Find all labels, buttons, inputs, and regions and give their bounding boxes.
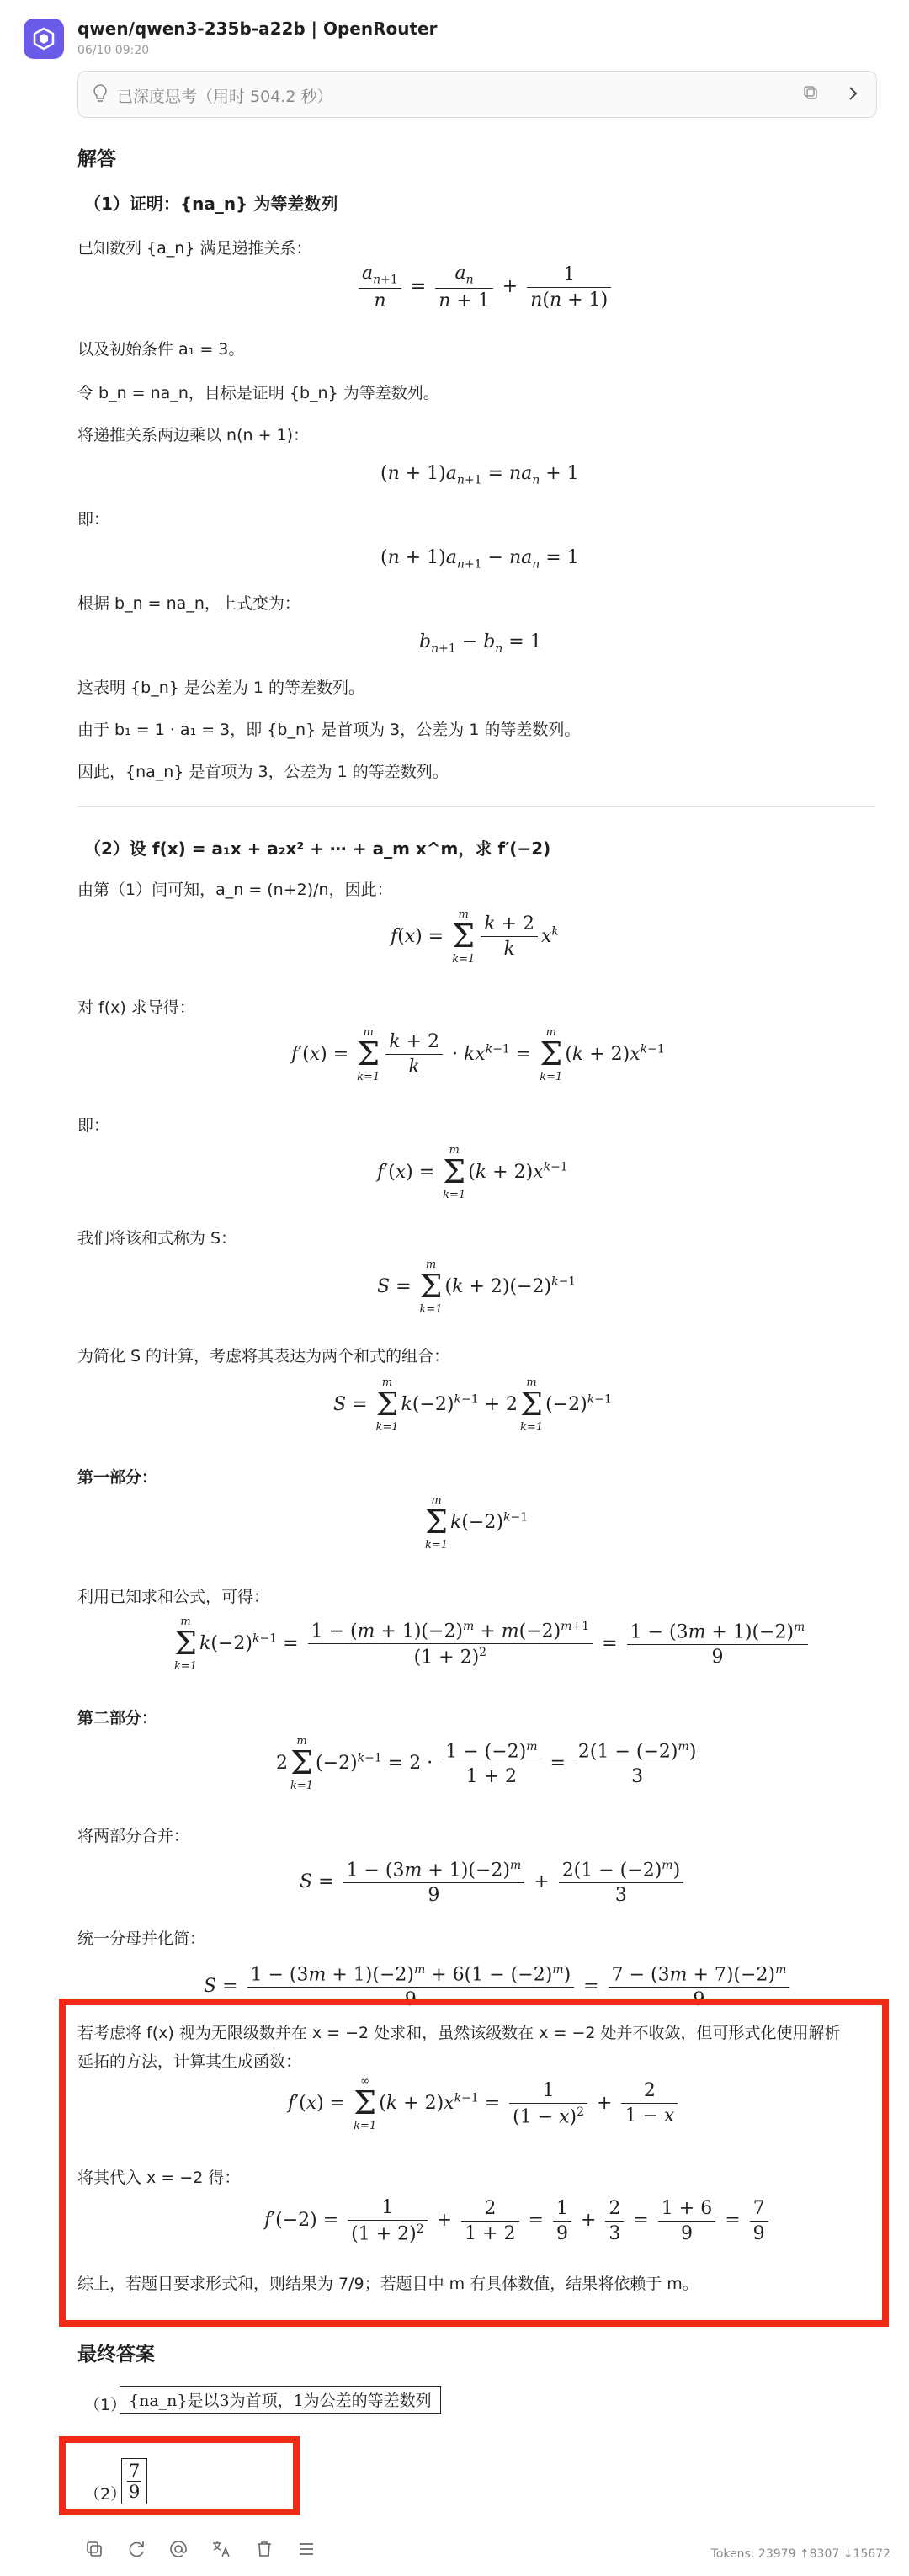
formula-combined: S = $\frac{1 - (3m + 1)(-2)^m}{9}$ + $\frac{2(1 - (-2)^m)}{3}$ xyxy=(300,1859,687,1906)
part2-title: （2）设 f(x) = a₁x + a₂x² + ⋯ + a_m x^m，求 f′(−2) xyxy=(84,838,551,859)
recurrence-formula: $\frac{a_{n+1}}{n}$ = $\frac{a_n}{n + 1}$ + $\frac{1}{n(n + 1)}$ xyxy=(355,263,614,311)
delete-icon[interactable] xyxy=(254,2539,274,2563)
final-item-2-numerator: 7 xyxy=(129,2461,141,2481)
part1-text-3: 令 b_n = na_n，目标是证明 {b_n} 为等差数列。 xyxy=(77,384,439,402)
formula-S: S = m Σ k=1 $(k + 2)(-2)^{k-1}$ xyxy=(377,1259,577,1316)
highlight-box-final-answer xyxy=(59,2436,300,2515)
part2-text-11a: 若考虑将 f(x) 视为无限级数并在 x = −2 处求和，虽然该级数在 x = −2 处并不收敛，但可形式化使用解析 xyxy=(77,2024,841,2042)
part1-title: （1）证明：{na_n} 为等差数列 xyxy=(84,194,338,214)
part2-text-9: 将两部分合并： xyxy=(77,1827,190,1845)
model-title: qwen/qwen3-235b-a22b | OpenRouter xyxy=(77,19,438,39)
logo-icon xyxy=(31,26,56,51)
copy-icon[interactable] xyxy=(802,84,819,104)
part2-text-1: 由第（1）问可知，a_n = (n+2)/n，因此： xyxy=(77,881,393,899)
formula-fx: f(x) = m Σ k=1 $\frac{k + 2}{k}$ $x^k$ xyxy=(391,908,559,966)
highlight-box-generating-function xyxy=(59,1999,889,2327)
formula-derivative: f′(x) = m Σ k=1 $\frac{k + 2}{k}$ · $kx^{k-1}$ = m Σ k=1 $(k + 2)x^{k-1}$ xyxy=(291,1026,665,1083)
formula-part-one: m Σ k=1 $k(-2)^{k-1}$ xyxy=(425,1494,529,1551)
thinking-label: 已深度思考（用时 504.2 秒） xyxy=(117,88,333,106)
formula-evaluated: f′(−2) = $\frac{1}{(1 + 2)^2}$ + $\frac{2}{1 + 2}$ = $\frac{1}{9}$ + $\frac{2}{3}$ = $\frac{1 + 6}{9}$ = $\frac{7}{9}$ xyxy=(264,2197,772,2244)
part2-text-2: 对 f(x) 求导得： xyxy=(77,998,195,1017)
part2-text-8: 第二部分： xyxy=(77,1709,158,1727)
lightbulb-icon xyxy=(92,83,109,107)
part2-text-7: 利用已知求和公式，可得： xyxy=(77,1588,270,1606)
formula-difference: $(n + 1)a_{n+1} - na_n = 1$ xyxy=(380,547,579,572)
formula-derivative-simplified: f′(x) = m Σ k=1 $(k + 2)x^{k-1}$ xyxy=(377,1144,568,1201)
formula-part-one-result: m Σ k=1 $k(-2)^{k-1}$ = $\frac{1 - (m + 1)(-2)^m + m(-2)^{m+1}}{(1 + 2)^2}$ = $\frac{1 - (3m + 1)(-2)^m}{9}$ xyxy=(172,1616,811,1672)
regenerate-icon[interactable] xyxy=(126,2539,146,2563)
formula-generating-function: f′(x) = ∞ Σ k=1 $(k + 2)x^{k-1}$ = $\frac{1}{(1 - x)^2}$ + $\frac{2}{1 - x}$ xyxy=(288,2076,681,2132)
part1-text-1: 已知数列 {a_n} 满足递推关系： xyxy=(77,239,312,258)
part2-text-6: 第一部分： xyxy=(77,1468,158,1487)
part1-text-5: 即： xyxy=(77,510,110,529)
part1-text-2: 以及初始条件 a₁ = 3。 xyxy=(77,340,245,359)
final-answer-heading: 最终答案 xyxy=(77,2344,155,2366)
section-divider xyxy=(77,806,875,807)
answer-heading: 解答 xyxy=(77,148,116,170)
part2-text-5: 为简化 S 的计算，考虑将其表达为两个和式的组合： xyxy=(77,1347,450,1365)
part1-text-8: 由于 b₁ = 1 · a₁ = 3，即 {b_n} 是首项为 3，公差为 1 的等差数列。 xyxy=(77,721,581,739)
formula-part-two: 2 m Σ k=1 $(-2)^{k-1} = 2$ · $\frac{1 - (-2)^m}{1 + 2}$ = $\frac{2(1 - (-2)^m)}{3}$ xyxy=(276,1736,703,1791)
translate-icon[interactable] xyxy=(210,2539,232,2563)
chat-header xyxy=(0,0,909,66)
final-item-1-box xyxy=(120,2386,441,2414)
formula-S-split: S = m Σ k=1 $k(-2)^{k-1} + 2$ m Σ k=1 $(-2)^{k-1}$ xyxy=(333,1376,612,1434)
part1-text-9: 因此，{na_n} 是首项为 3，公差为 1 的等差数列。 xyxy=(77,763,449,781)
message-timestamp: 06/10 09:20 xyxy=(77,44,150,57)
thinking-summary-bar[interactable] xyxy=(77,71,877,118)
menu-icon[interactable] xyxy=(296,2539,316,2563)
part2-text-4: 我们将该和式称为 S： xyxy=(77,1229,237,1248)
formula-common-denominator-clipped: S = $\frac{1 - (3m + 1)(-2)^m + 6(1 - (-2)^m)}{9}$ = $\frac{7 - (3m + 7)(-2)^m}{9}$ xyxy=(77,1958,875,1995)
formula-multiplied: $(n + 1)a_{n+1} = na_n + 1$ xyxy=(380,463,579,487)
message-action-toolbar xyxy=(0,2525,909,2576)
chevron-right-icon[interactable] xyxy=(844,83,861,107)
token-count: Tokens: 23979 ↑8307 ↓15672 xyxy=(710,2547,890,2561)
final-item-2-label: （2） xyxy=(84,2485,127,2504)
part2-text-3: 即： xyxy=(77,1116,110,1135)
part1-text-6: 根据 b_n = na_n，上式变为： xyxy=(77,594,300,613)
final-item-1-value: {na_n}是以3为首项，1为公差的等差数列 xyxy=(120,2386,441,2414)
formula-bn-difference: $b_{n+1} - b_n = 1$ xyxy=(419,631,542,656)
part1-text-7: 这表明 {b_n} 是公差为 1 的等差数列。 xyxy=(77,679,365,697)
part2-text-13: 综上，若题目要求形式和，则结果为 7/9；若题目中 m 有具体数值，结果将依赖于 m。 xyxy=(77,2275,699,2293)
part2-text-12: 将其代入 x = −2 得： xyxy=(77,2169,241,2187)
part2-text-10: 统一分母并化简： xyxy=(77,1929,206,1948)
final-item-2-denominator: 9 xyxy=(129,2482,141,2502)
part2-text-11b: 延拓的方法，计算其生成函数： xyxy=(77,2052,302,2071)
final-item-1-label: （1） xyxy=(84,2396,127,2414)
part1-text-4: 将递推关系两边乘以 n(n + 1)： xyxy=(77,426,310,444)
openrouter-logo xyxy=(24,19,64,59)
copy-icon[interactable] xyxy=(84,2539,104,2563)
mention-icon[interactable] xyxy=(168,2539,189,2563)
